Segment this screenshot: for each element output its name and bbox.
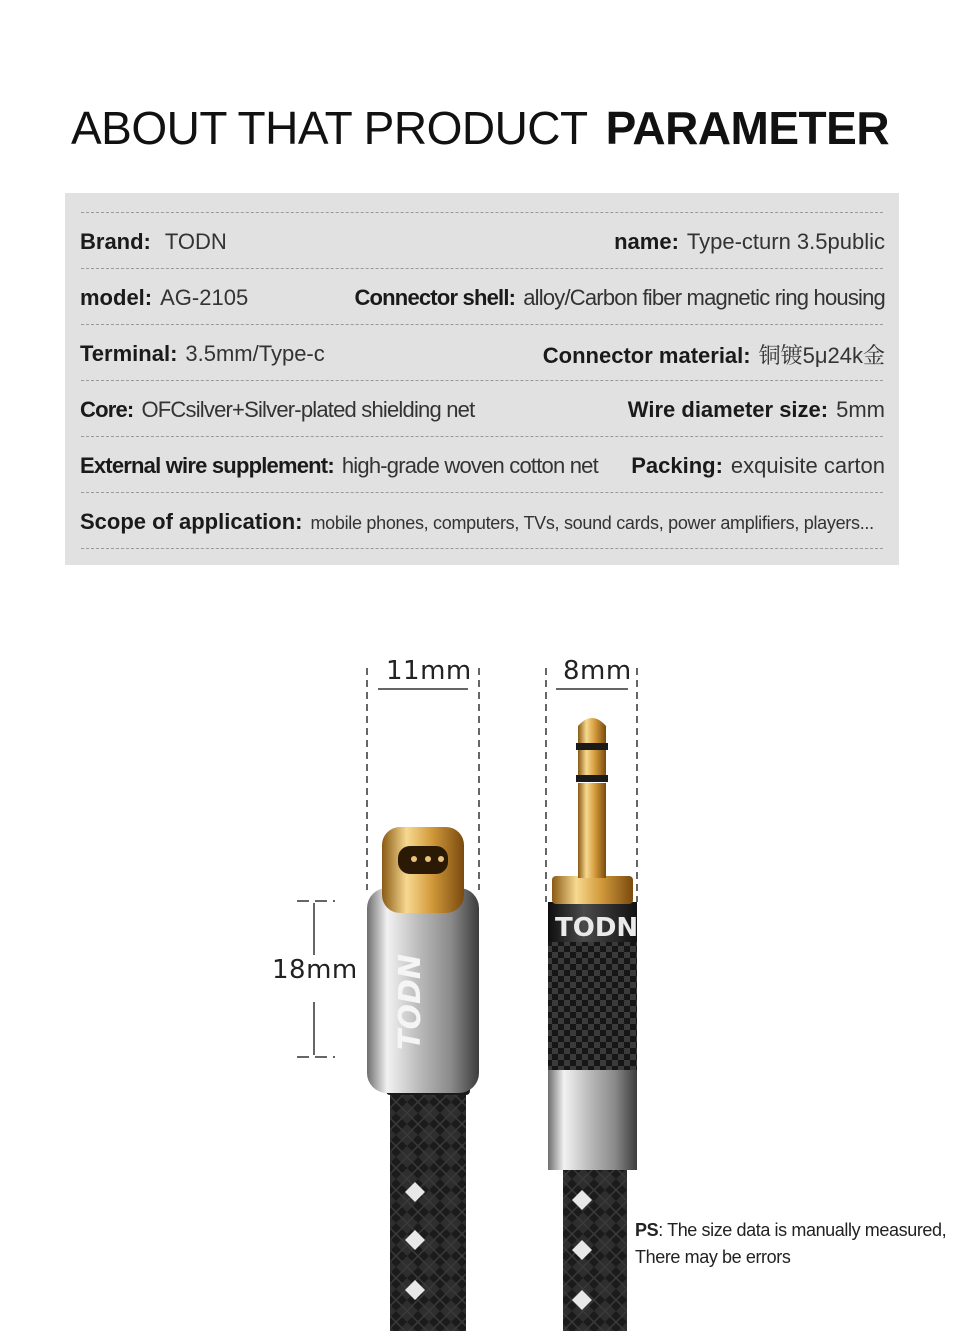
core-value: OFCsilver+Silver-plated shielding net (141, 397, 475, 422)
note-line1: : The size data is manually measured, (658, 1220, 947, 1240)
usb-c-connector (367, 827, 479, 1331)
connector-shell-value: alloy/Carbon fiber magnetic ring housing (523, 285, 885, 310)
note-line2: There may be errors (635, 1247, 791, 1267)
spec-row (80, 382, 885, 438)
brand-mark-usb-c: TODN (393, 954, 428, 1050)
spec-row (80, 438, 885, 494)
external-wire-label: External wire supplement: (80, 453, 334, 478)
divider (81, 548, 883, 549)
packing-value: exquisite carton (730, 453, 885, 478)
length-label: 18mm (272, 955, 358, 985)
divider (81, 324, 883, 325)
spec-table (65, 193, 899, 565)
title-regular: ABOUT THAT PRODUCT (70, 102, 588, 154)
spec-row (80, 270, 885, 326)
spec-row (80, 326, 885, 382)
core-label: Core: (80, 397, 134, 422)
measurement-note (635, 1217, 946, 1271)
page-title (0, 98, 960, 158)
divider (81, 212, 883, 213)
scope-value: mobile phones, computers, TVs, sound cards, power amplifiers, players... (310, 513, 874, 533)
brand-mark-jack: TODN (555, 913, 639, 943)
usb-c-width-label: 11mm (386, 656, 472, 686)
model-value: AG-2105 (160, 285, 249, 310)
brand-value: TODN (164, 229, 227, 254)
wire-diameter-label: Wire diameter size: (627, 397, 829, 422)
jack-connector (548, 718, 637, 1331)
terminal-label: Terminal: (80, 341, 178, 366)
connector-shell-label: Connector shell: (354, 285, 516, 310)
terminal-value: 3.5mm/Type-c (185, 341, 325, 366)
connector-material-value: 铜镀5μ24k金 (758, 342, 885, 368)
spec-row (80, 494, 885, 550)
divider (81, 436, 883, 437)
jack-width-label: 8mm (563, 656, 632, 686)
note-prefix: PS (635, 1220, 659, 1240)
scope-label: Scope of application: (80, 509, 303, 534)
connector-material-label: Connector material: (542, 342, 751, 368)
divider (81, 492, 883, 493)
title-bold: PARAMETER (605, 102, 890, 154)
name-label: name: (614, 229, 679, 254)
wire-diameter-value: 5mm (836, 397, 885, 422)
divider (81, 268, 883, 269)
name-value: Type-cturn 3.5public (686, 229, 885, 254)
brand-label: Brand: (80, 229, 151, 254)
divider (81, 380, 883, 381)
model-label: model: (80, 285, 153, 310)
spec-row (80, 214, 885, 270)
packing-label: Packing: (631, 453, 723, 478)
external-wire-value: high-grade woven cotton net (341, 453, 598, 478)
